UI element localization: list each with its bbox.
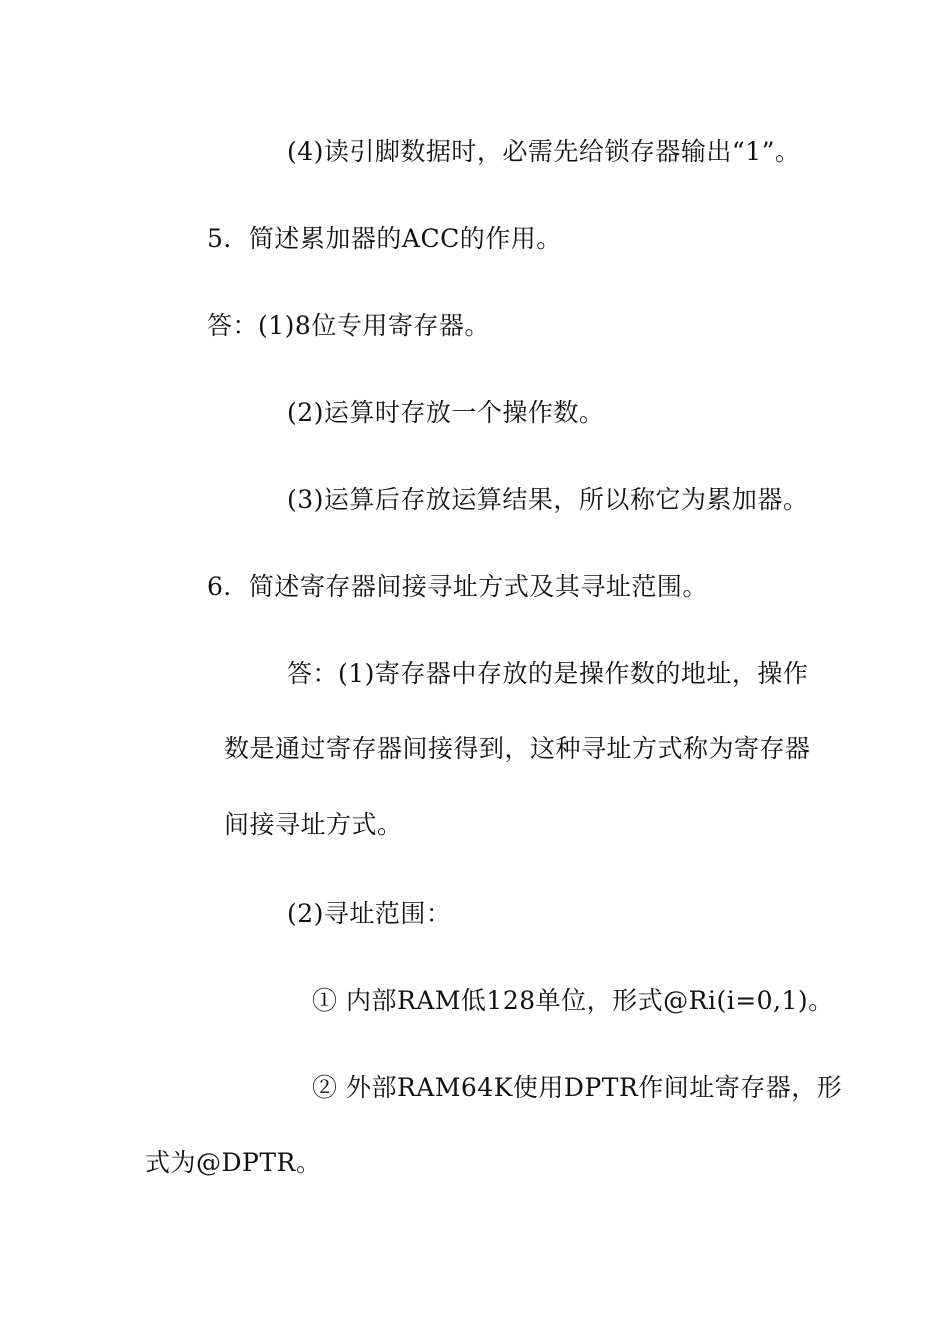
answer-5-item-2: (2)运算时存放一个操作数。	[287, 398, 605, 427]
answer-5-item-3: (3)运算后存放运算结果，所以称它为累加器。	[287, 485, 809, 514]
address-range-internal: ① 内部RAM低128单位，形式@Ri(i=0,1)。	[312, 986, 834, 1015]
answer-6-item-1-end: 间接寻址方式。	[224, 810, 403, 839]
answer-6-item-1: 答：(1)寄存器中存放的是操作数的地址，操作	[287, 659, 809, 688]
question-5: 5．简述累加器的ACC的作用。	[207, 224, 562, 253]
address-range-external-end: 式为@DPTR。	[145, 1148, 322, 1177]
answer-6-item-1-cont: 数是通过寄存器间接得到，这种寻址方式称为寄存器	[224, 734, 811, 763]
answer-6-item-2: (2)寻址范围：	[287, 899, 452, 928]
text-line-1: (4)读引脚数据时，必需先给锁存器输出“1”。	[287, 137, 801, 166]
answer-5-item-1: 答：(1)8位专用寄存器。	[207, 311, 490, 340]
address-range-external: ② 外部RAM64K使用DPTR作间址寄存器，形	[312, 1073, 843, 1102]
question-6: 6．简述寄存器间接寻址方式及其寻址范围。	[207, 572, 708, 601]
